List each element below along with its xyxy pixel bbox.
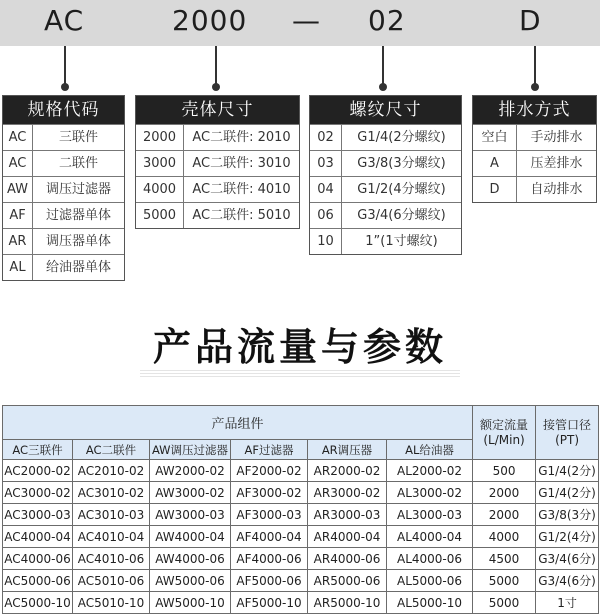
desc-cell: 自动排水 bbox=[530, 182, 583, 197]
model-cell: AW5000-10 bbox=[150, 592, 231, 614]
model-cell: AC3010-02 bbox=[73, 482, 150, 504]
model-cell: AF5000-10 bbox=[231, 592, 308, 614]
table-row bbox=[3, 570, 599, 592]
table-title: 螺纹尺寸 bbox=[310, 96, 461, 124]
desc-cell: 过滤器单体 bbox=[45, 208, 111, 223]
flow-cell: 2000 bbox=[473, 504, 536, 526]
table-title: 壳体尺寸 bbox=[136, 96, 299, 124]
title-decoration bbox=[140, 370, 460, 378]
connector-line bbox=[215, 46, 217, 86]
code-dash: — bbox=[292, 4, 321, 37]
port-cell: 1寸 bbox=[536, 592, 599, 614]
model-cell: AR4000-04 bbox=[308, 526, 387, 548]
model-cell: AL3000-02 bbox=[387, 482, 473, 504]
model-cell: AR2000-02 bbox=[308, 460, 387, 482]
model-cell: AF4000-06 bbox=[231, 548, 308, 570]
model-cell: AC5010-06 bbox=[73, 570, 150, 592]
table-row bbox=[3, 124, 124, 150]
model-cell: AF5000-06 bbox=[231, 570, 308, 592]
model-cell: AC2000-02 bbox=[3, 460, 73, 482]
code-cell: 02 bbox=[310, 125, 342, 150]
model-cell: AW3000-02 bbox=[150, 482, 231, 504]
table-row bbox=[310, 176, 461, 202]
connector-line bbox=[64, 46, 66, 86]
code-size: 2000 bbox=[172, 4, 248, 37]
table-row bbox=[3, 254, 124, 280]
model-cell: AR5000-10 bbox=[308, 592, 387, 614]
column-header: AL给油器 bbox=[387, 440, 473, 460]
product-table-body bbox=[3, 460, 599, 614]
model-cell: AR3000-02 bbox=[308, 482, 387, 504]
model-cell: AF3000-02 bbox=[231, 482, 308, 504]
model-cell: AF3000-03 bbox=[231, 504, 308, 526]
model-cell: AF2000-02 bbox=[231, 460, 308, 482]
model-cell: AC4010-04 bbox=[73, 526, 150, 548]
code-drain: D bbox=[519, 4, 542, 37]
column-header: AF过滤器 bbox=[231, 440, 308, 460]
drain-type-table bbox=[472, 95, 597, 203]
code-cell: 06 bbox=[310, 203, 342, 228]
desc-cell: 给油器单体 bbox=[45, 260, 111, 275]
table-row bbox=[136, 124, 299, 150]
table-row bbox=[473, 150, 596, 176]
desc-cell: 三联件 bbox=[58, 130, 98, 145]
table-row bbox=[136, 202, 299, 228]
table-row bbox=[3, 150, 124, 176]
model-cell: AL4000-04 bbox=[387, 526, 473, 548]
model-cell: AC4000-04 bbox=[3, 526, 73, 548]
code-cell: A bbox=[473, 151, 517, 176]
desc-cell: G3/4(6分螺纹) bbox=[357, 208, 446, 223]
model-cell: AW4000-06 bbox=[150, 548, 231, 570]
model-code-bar bbox=[0, 0, 600, 46]
desc-cell: AC二联件: 5010 bbox=[192, 208, 291, 223]
port-cell: G1/4(2分) bbox=[536, 460, 599, 482]
model-cell: AL3000-03 bbox=[387, 504, 473, 526]
code-cell: 5000 bbox=[136, 203, 184, 228]
column-header: AC二联件 bbox=[73, 440, 150, 460]
desc-cell: 调压器单体 bbox=[45, 234, 111, 249]
table-row bbox=[473, 124, 596, 150]
port-cell: G1/4(2分) bbox=[536, 482, 599, 504]
model-cell: AR4000-06 bbox=[308, 548, 387, 570]
connector-line bbox=[382, 46, 384, 86]
table-row bbox=[3, 460, 599, 482]
port-header: 接管口径 (PT) bbox=[536, 406, 599, 460]
model-cell: AC4010-06 bbox=[73, 548, 150, 570]
product-flow-table bbox=[2, 405, 599, 614]
code-cell: AW bbox=[3, 177, 33, 202]
port-cell: G3/8(3分) bbox=[536, 504, 599, 526]
model-cell: AR3000-03 bbox=[308, 504, 387, 526]
port-cell: G3/4(6分) bbox=[536, 548, 599, 570]
table-title: 排水方式 bbox=[473, 96, 596, 124]
flow-cell: 4500 bbox=[473, 548, 536, 570]
connector-dot bbox=[212, 83, 220, 91]
code-cell: 4000 bbox=[136, 177, 184, 202]
desc-cell: AC二联件: 2010 bbox=[192, 130, 291, 145]
model-cell: AR5000-06 bbox=[308, 570, 387, 592]
desc-cell: 二联件 bbox=[58, 156, 98, 171]
model-cell: AC3000-03 bbox=[3, 504, 73, 526]
code-cell: 10 bbox=[310, 229, 342, 254]
code-cell: 04 bbox=[310, 177, 342, 202]
desc-cell: 调压过滤器 bbox=[45, 182, 111, 197]
section-title: 产品流量与参数 bbox=[152, 325, 447, 369]
code-cell: AL bbox=[3, 255, 33, 280]
port-cell: G1/2(4分) bbox=[536, 526, 599, 548]
table-row bbox=[473, 176, 596, 202]
connector-dot bbox=[379, 83, 387, 91]
flow-cell: 500 bbox=[473, 460, 536, 482]
desc-cell: 手动排水 bbox=[530, 130, 583, 145]
code-thread: 02 bbox=[368, 4, 406, 37]
model-cell: AC5000-10 bbox=[3, 592, 73, 614]
model-cell: AL5000-10 bbox=[387, 592, 473, 614]
desc-cell: AC二联件: 4010 bbox=[192, 182, 291, 197]
desc-cell: 1”(1寸螺纹) bbox=[365, 234, 438, 249]
flow-cell: 2000 bbox=[473, 482, 536, 504]
table-row bbox=[3, 526, 599, 548]
code-cell: AC bbox=[3, 125, 33, 150]
model-cell: AC4000-06 bbox=[3, 548, 73, 570]
model-cell: AC3010-03 bbox=[73, 504, 150, 526]
code-cell: 空白 bbox=[473, 125, 517, 150]
group-header: 产品组件 bbox=[3, 406, 473, 440]
spec-code-table bbox=[2, 95, 125, 281]
code-cell: 3000 bbox=[136, 151, 184, 176]
table-title: 规格代码 bbox=[3, 96, 124, 124]
model-cell: AW4000-04 bbox=[150, 526, 231, 548]
connector-line bbox=[534, 46, 536, 86]
code-series: AC bbox=[44, 4, 85, 37]
model-cell: AL5000-06 bbox=[387, 570, 473, 592]
model-cell: AC5000-06 bbox=[3, 570, 73, 592]
model-cell: AW2000-02 bbox=[150, 460, 231, 482]
code-cell: AF bbox=[3, 203, 33, 228]
body-size-table bbox=[135, 95, 300, 229]
desc-cell: 压差排水 bbox=[530, 156, 583, 171]
model-cell: AW3000-03 bbox=[150, 504, 231, 526]
table-row bbox=[136, 176, 299, 202]
code-cell: D bbox=[473, 177, 517, 202]
code-cell: 03 bbox=[310, 151, 342, 176]
table-row bbox=[310, 202, 461, 228]
model-cell: AC2010-02 bbox=[73, 460, 150, 482]
code-cell: 2000 bbox=[136, 125, 184, 150]
table-row bbox=[3, 228, 124, 254]
port-cell: G3/4(6分) bbox=[536, 570, 599, 592]
table-row bbox=[3, 504, 599, 526]
table-row bbox=[3, 482, 599, 504]
flow-header: 额定流量 (L/Min) bbox=[473, 406, 536, 460]
thread-size-table bbox=[309, 95, 462, 255]
flow-cell: 4000 bbox=[473, 526, 536, 548]
desc-cell: G3/8(3分螺纹) bbox=[357, 156, 446, 171]
table-row bbox=[310, 124, 461, 150]
model-cell: AW5000-06 bbox=[150, 570, 231, 592]
table-row bbox=[3, 548, 599, 570]
model-cell: AC3000-02 bbox=[3, 482, 73, 504]
code-cell: AR bbox=[3, 229, 33, 254]
desc-cell: G1/4(2分螺纹) bbox=[357, 130, 446, 145]
flow-cell: 5000 bbox=[473, 592, 536, 614]
model-cell: AL2000-02 bbox=[387, 460, 473, 482]
model-cell: AC5010-10 bbox=[73, 592, 150, 614]
table-row bbox=[3, 202, 124, 228]
code-cell: AC bbox=[3, 151, 33, 176]
column-header: AW调压过滤器 bbox=[150, 440, 231, 460]
column-header: AC三联件 bbox=[3, 440, 73, 460]
table-row bbox=[3, 176, 124, 202]
table-row bbox=[136, 150, 299, 176]
connector-dot bbox=[531, 83, 539, 91]
table-row bbox=[3, 592, 599, 614]
flow-cell: 5000 bbox=[473, 570, 536, 592]
table-row bbox=[310, 228, 461, 254]
column-header: AR调压器 bbox=[308, 440, 387, 460]
model-cell: AF4000-04 bbox=[231, 526, 308, 548]
model-cell: AL4000-06 bbox=[387, 548, 473, 570]
desc-cell: AC二联件: 3010 bbox=[192, 156, 291, 171]
desc-cell: G1/2(4分螺纹) bbox=[357, 182, 446, 197]
connector-dot bbox=[61, 83, 69, 91]
table-row bbox=[310, 150, 461, 176]
